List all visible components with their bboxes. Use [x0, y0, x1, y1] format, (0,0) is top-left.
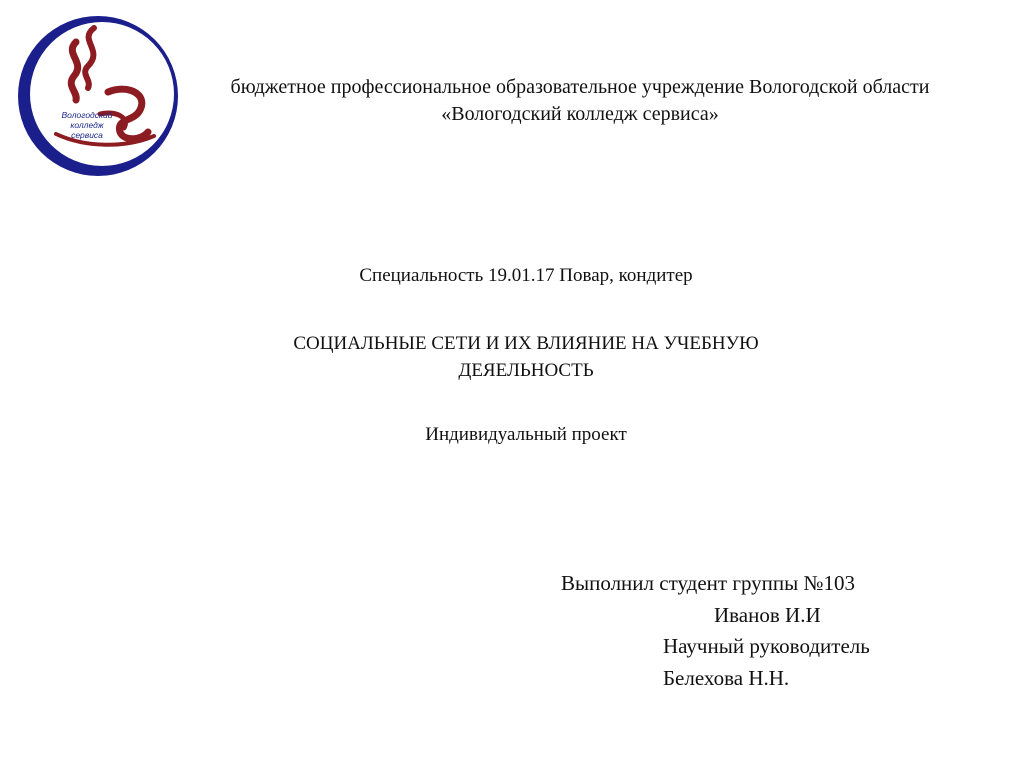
logo-caption-line: сервиса	[71, 130, 103, 140]
topic-line: ДЕЯЕЛЬНОСТЬ	[458, 360, 594, 381]
logo-caption	[52, 110, 122, 140]
college-logo	[16, 14, 180, 178]
topic-line: СОЦИАЛЬНЫЕ СЕТИ И ИХ ВЛИЯНИЕ НА УЧЕБНУЮ	[293, 333, 759, 354]
specialty-line: Специальность 19.01.17 Повар, кондитер	[359, 265, 693, 286]
supervisor-label: Научный руководитель	[663, 634, 870, 658]
logo-caption-line: Вологодский	[61, 110, 113, 120]
supervisor-name: Белехова Н.Н.	[663, 666, 790, 690]
author-name: Иванов И.И	[714, 603, 821, 627]
author-performed-by: Выполнил студент группы №103	[561, 571, 856, 595]
project-topic	[176, 330, 876, 384]
college-logo-emblem	[16, 14, 180, 178]
project-kind: Индивидуальный проект	[425, 424, 627, 445]
organization-name: бюджетное профессиональное образовательное учреждение Вологодской области «Вологодский колледж сервиса»	[230, 76, 930, 125]
logo-caption-line: колледж	[70, 120, 104, 130]
